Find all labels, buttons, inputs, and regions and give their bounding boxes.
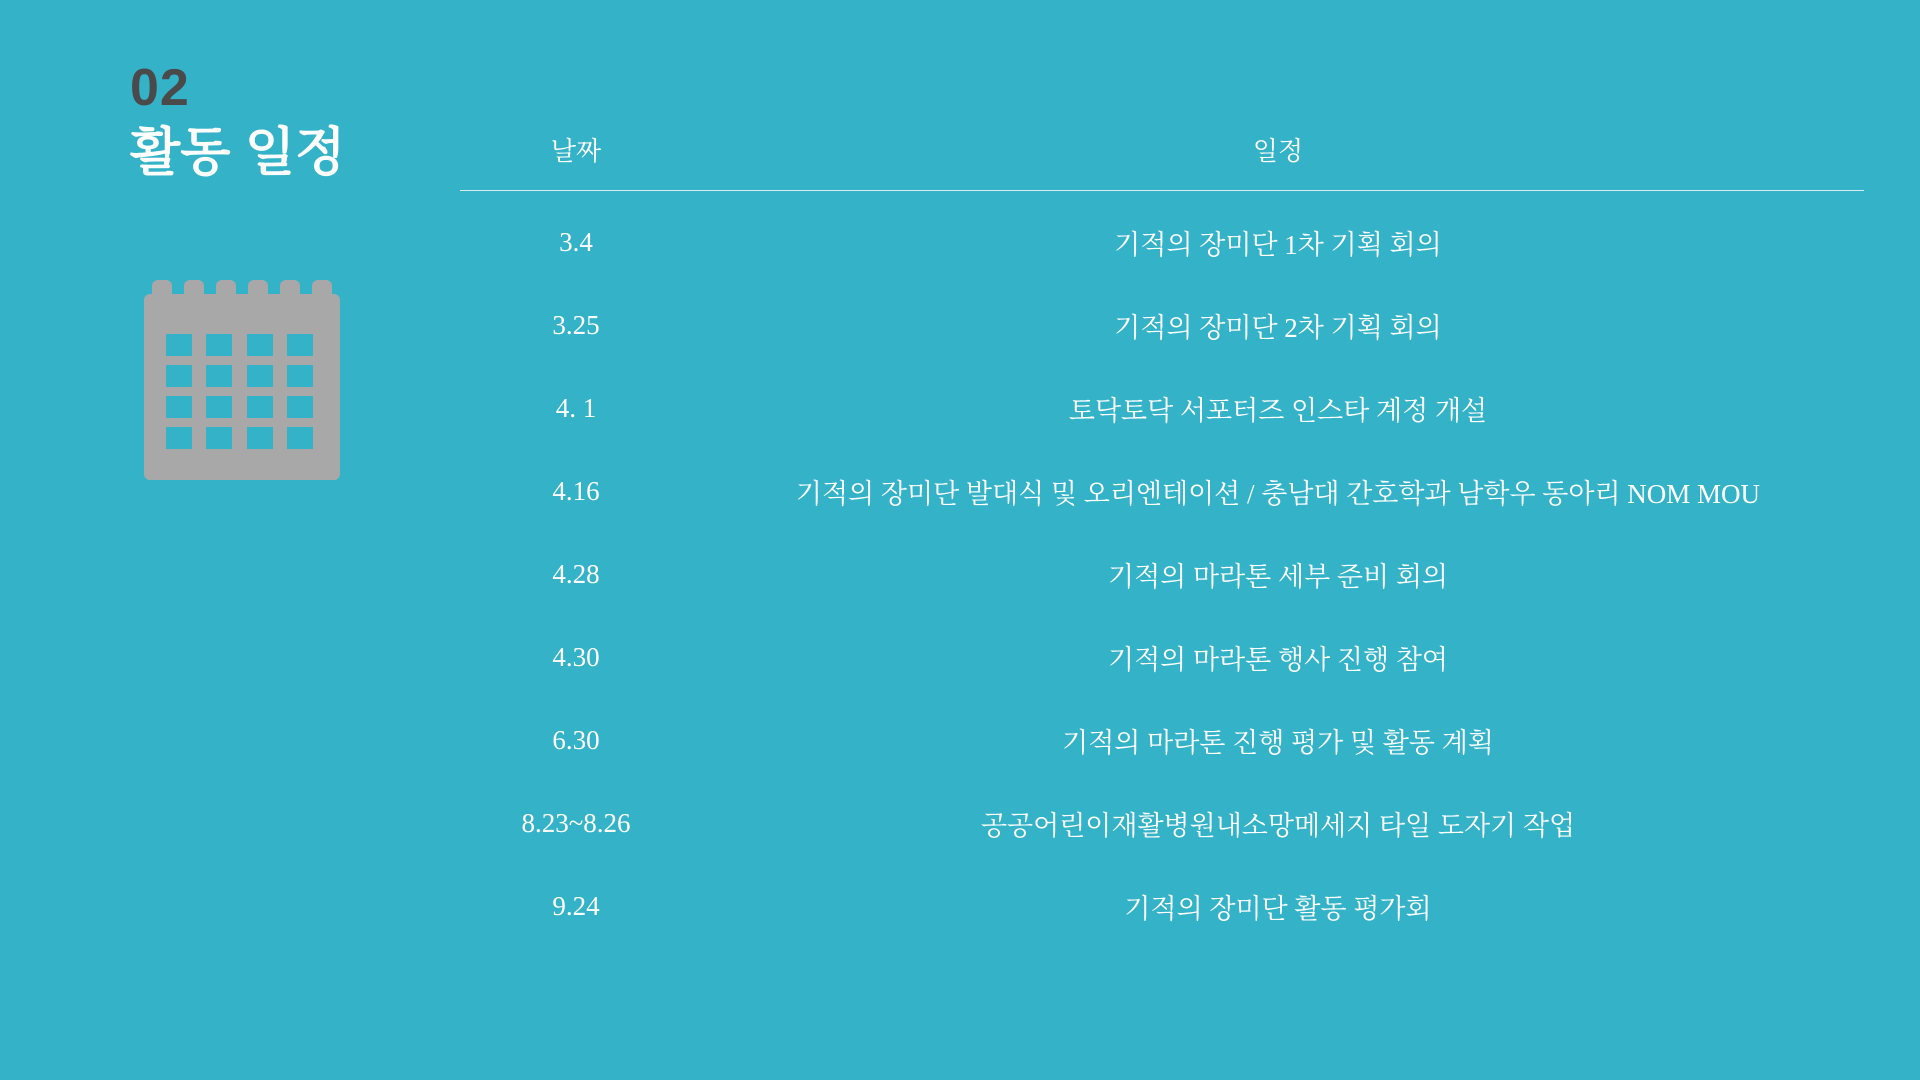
section-title: 활동 일정 bbox=[130, 124, 346, 182]
cell-date: 6.30 bbox=[552, 725, 600, 755]
calendar-cell bbox=[247, 334, 273, 356]
calendar-icon bbox=[144, 280, 340, 492]
table-row bbox=[460, 367, 1864, 450]
section-header bbox=[130, 59, 410, 184]
cell-event: 공공어린이재활병원내소망메세지 타일 도자기 작업 bbox=[980, 811, 1576, 841]
table-row bbox=[460, 865, 1864, 948]
section-number: 02 bbox=[130, 59, 190, 117]
calendar-cell bbox=[206, 334, 232, 356]
cell-date: 4.16 bbox=[552, 476, 600, 506]
cell-event: 기적의 마라톤 세부 준비 회의 bbox=[1108, 562, 1448, 592]
cell-date: 8.23~8.26 bbox=[521, 808, 631, 838]
calendar-cell bbox=[166, 427, 192, 449]
column-header-date: 날짜 bbox=[550, 137, 602, 166]
cell-event: 토닥토닥 서포터즈 인스타 계정 개설 bbox=[1068, 396, 1488, 426]
schedule-table-wrapper bbox=[460, 130, 1860, 948]
calendar-cell bbox=[287, 396, 313, 418]
cell-date: 9.24 bbox=[552, 891, 600, 921]
table-body bbox=[460, 191, 1864, 949]
table-row bbox=[460, 450, 1864, 533]
calendar-cell bbox=[206, 427, 232, 449]
calendar-cell bbox=[166, 334, 192, 356]
cell-event: 기적의 장미단 발대식 및 오리엔테이션 / 충남대 간호학과 남학우 동아리 NOM MOU bbox=[795, 479, 1761, 509]
calendar-cell bbox=[287, 427, 313, 449]
table-row bbox=[460, 616, 1864, 699]
table-row bbox=[460, 782, 1864, 865]
cell-event: 기적의 마라톤 행사 진행 참여 bbox=[1108, 645, 1448, 675]
cell-date: 3.25 bbox=[552, 310, 600, 340]
cell-event: 기적의 장미단 2차 기획 회의 bbox=[1114, 313, 1442, 343]
column-header-event: 일정 bbox=[1252, 137, 1304, 166]
table-row bbox=[460, 699, 1864, 782]
table-header-row bbox=[460, 130, 1864, 191]
table-head bbox=[460, 130, 1864, 191]
calendar-cell bbox=[247, 427, 273, 449]
calendar-cell bbox=[206, 396, 232, 418]
calendar-grid bbox=[166, 334, 318, 449]
calendar-cell bbox=[247, 396, 273, 418]
cell-date: 4.30 bbox=[552, 642, 600, 672]
schedule-table bbox=[460, 130, 1864, 948]
calendar-cell bbox=[287, 334, 313, 356]
calendar-cell bbox=[166, 396, 192, 418]
table-row bbox=[460, 533, 1864, 616]
table-row bbox=[460, 191, 1864, 285]
calendar-cell bbox=[166, 365, 192, 387]
cell-event: 기적의 장미단 1차 기획 회의 bbox=[1114, 230, 1442, 260]
cell-date: 4.28 bbox=[552, 559, 600, 589]
calendar-cell bbox=[287, 365, 313, 387]
cell-event: 기적의 마라톤 진행 평가 및 활동 계획 bbox=[1062, 728, 1494, 758]
cell-date: 4. 1 bbox=[555, 393, 597, 423]
calendar-cell bbox=[206, 365, 232, 387]
table-row bbox=[460, 284, 1864, 367]
cell-date: 3.4 bbox=[559, 227, 593, 257]
calendar-cell bbox=[247, 365, 273, 387]
cell-event: 기적의 장미단 활동 평가회 bbox=[1124, 894, 1432, 924]
